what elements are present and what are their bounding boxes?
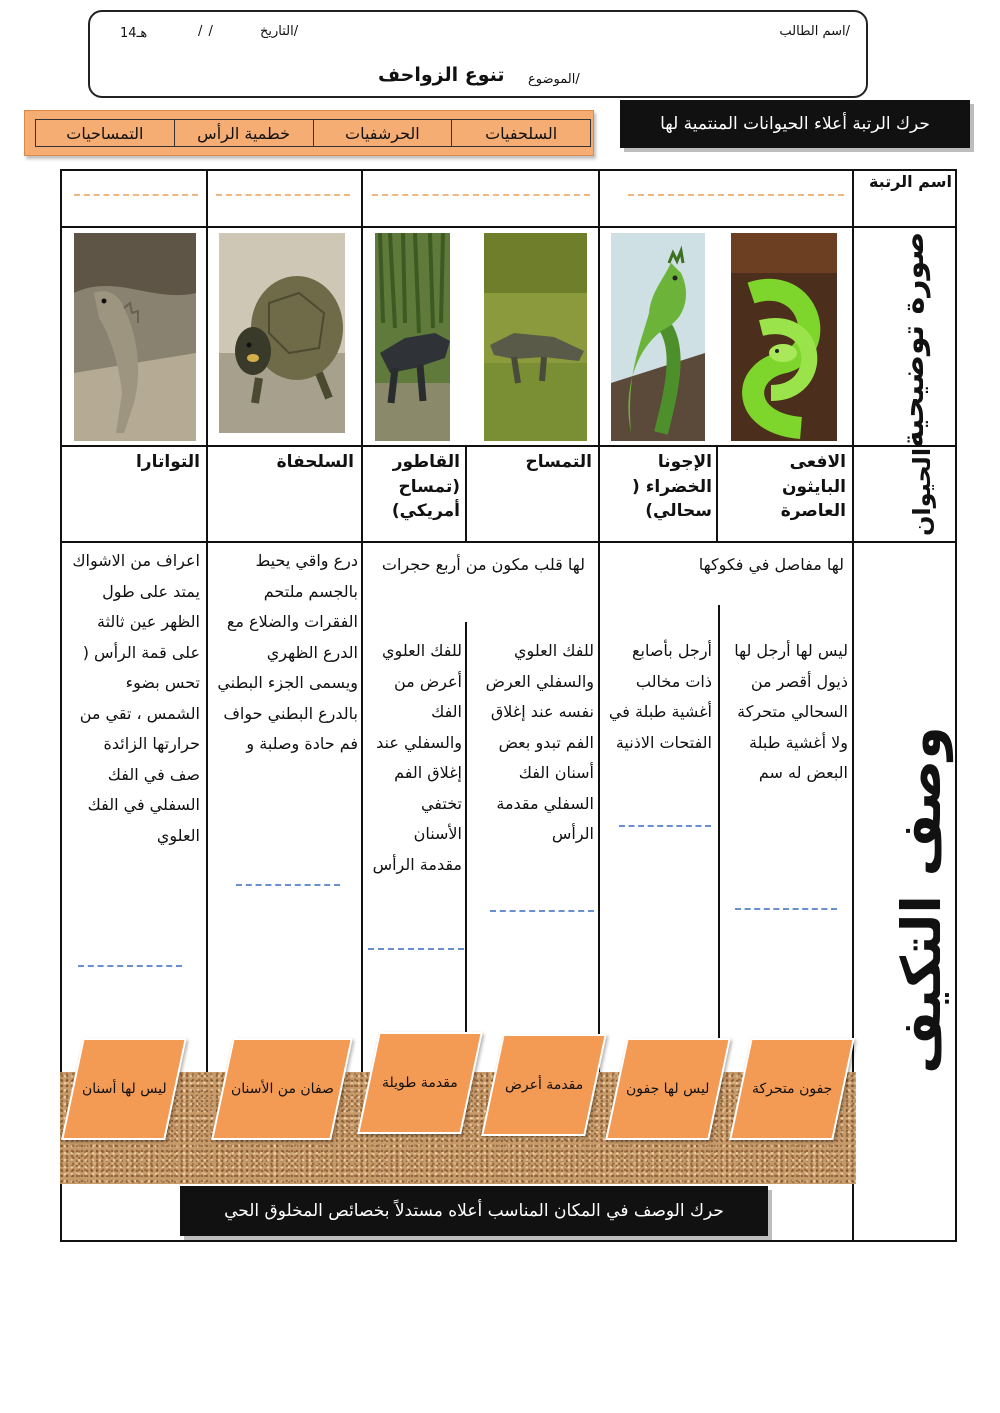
card-label: صفان من الأسنان bbox=[230, 1080, 334, 1097]
order-drop-slot[interactable] bbox=[74, 194, 198, 196]
card-no-teeth[interactable] bbox=[61, 1038, 187, 1140]
card-label: ليس لها أسنان bbox=[81, 1080, 167, 1097]
tuatara-photo bbox=[74, 233, 196, 441]
hijri-year: 14هـ bbox=[120, 26, 148, 41]
order-drop-slot[interactable] bbox=[372, 194, 590, 196]
alligator-photo bbox=[375, 233, 450, 441]
desc-drop-slot[interactable] bbox=[490, 910, 594, 912]
card-label: مقدمة طويلة bbox=[382, 1074, 458, 1091]
desc-iguana: أرجل بأصابع ذات مخالب أغشية طبلة في الفتحات الاذنية bbox=[608, 641, 712, 752]
table-divider bbox=[206, 541, 208, 1073]
desc-drop-slot[interactable] bbox=[619, 825, 711, 827]
table-divider bbox=[718, 605, 720, 1073]
order-chip-rhynchocephalia[interactable]: خطمية الرأس bbox=[174, 120, 313, 146]
desc-turtle: درع واقي يحيط بالجسم ملتحم الفقرات والضلاع مع الدرع الظهري ويسمى الجزء البطني بالدرع البطني حواف فم حادة وصلبة و bbox=[217, 551, 358, 753]
card-long-snout[interactable] bbox=[357, 1032, 483, 1134]
topic-label: الموضوع/ bbox=[528, 72, 580, 87]
animal-name-turtle: السلحفاة bbox=[276, 452, 354, 472]
table-divider bbox=[361, 169, 363, 541]
topic-title: تنوع الزواحف bbox=[378, 64, 505, 86]
crocodile-photo bbox=[484, 233, 587, 441]
card-label: مقدمة أعرض bbox=[504, 1076, 584, 1093]
student-name-label: اسم الطالب/ bbox=[779, 24, 850, 39]
animal-name-iguana: الإجونا الخضراء ( سحالي) bbox=[632, 452, 712, 522]
worksheet-header bbox=[88, 10, 868, 98]
row-label-description: وصف التكيف bbox=[890, 726, 953, 1074]
desc-alligator: للفك العلوي أعرض من الفك والسفلي عند إغلاق الفم تختفي الأسنان مقدمة الرأس bbox=[372, 641, 462, 874]
order-drop-slot[interactable] bbox=[628, 194, 844, 196]
order-chip-squamata[interactable]: الحرشفيات bbox=[313, 120, 452, 146]
table-row-line bbox=[60, 445, 957, 447]
table-divider bbox=[361, 541, 363, 1073]
table-divider bbox=[716, 445, 718, 541]
desc-tuatara: اعراف من الاشواك يمتد على طول الظهر عين ثالثة على قمة الرأس ( تحس بضوء الشمس ، تقي من حرارتها الزائدة صف في الفك السفلي في الفك العلوي bbox=[72, 551, 200, 845]
desc-drop-slot[interactable] bbox=[236, 884, 340, 886]
card-label: جفون متحركة bbox=[751, 1080, 833, 1097]
date-label: التاريخ/ bbox=[260, 24, 299, 39]
table-row-line bbox=[60, 226, 957, 228]
instruction-banner-top: حرك الرتبة أعلاء الحيوانات المنتمية لها bbox=[620, 100, 970, 148]
desc-shared-crocodilia: لها قلب مكون من أربع حجرات bbox=[381, 555, 585, 574]
row-label-order-name: اسم الرتبة bbox=[868, 172, 952, 191]
desc-drop-slot[interactable] bbox=[78, 965, 182, 967]
order-chip-crocodilia[interactable]: التمساحيات bbox=[66, 123, 144, 143]
desc-crocodile: للفك العلوي والسفلي العرض نفسه عند إغلاق الفم تبدو بعض أسنان الفك السفلي مقدمة الرأس bbox=[485, 641, 594, 843]
animal-name-crocodile: التمساح bbox=[525, 452, 592, 472]
order-drop-slot[interactable] bbox=[216, 194, 350, 196]
desc-shared-squamata: لها مفاصل في فكوكها bbox=[698, 555, 844, 574]
desc-drop-slot[interactable] bbox=[368, 948, 464, 950]
instruction-banner-bottom: حرك الوصف في المكان المناسب أعلاه مستدلاً بخصائص المخلوق الحي bbox=[180, 1186, 768, 1236]
desc-python: ليس لها أرجل لها ذيول أقصر من السحالي متحركة ولا أغشية طبلة البعض له سم bbox=[734, 641, 848, 782]
table-row-line bbox=[60, 541, 957, 543]
desc-drop-slot[interactable] bbox=[735, 908, 837, 910]
date-slashes: / / bbox=[198, 24, 214, 39]
card-movable-eyelids[interactable] bbox=[729, 1038, 855, 1140]
orders-bar bbox=[24, 110, 594, 156]
orders-row bbox=[35, 119, 591, 147]
table-divider bbox=[206, 169, 208, 541]
iguana-photo bbox=[611, 233, 705, 441]
table-divider bbox=[598, 169, 600, 541]
animal-name-alligator: القاطور (تمساح أمريكي) bbox=[391, 452, 460, 522]
turtle-photo bbox=[219, 233, 345, 433]
table-divider bbox=[598, 541, 600, 1073]
table-divider bbox=[465, 622, 467, 1072]
row-label-animal: الحيوان bbox=[908, 447, 936, 537]
card-no-eyelids[interactable] bbox=[605, 1038, 731, 1140]
order-chip-testudines[interactable]: السلحفيات bbox=[451, 120, 590, 146]
card-wider-snout[interactable] bbox=[481, 1034, 607, 1136]
table-divider bbox=[465, 445, 467, 541]
row-label-photo: صورة توضيحية bbox=[896, 231, 931, 449]
animal-name-python: الافعى البايثون العاصرة bbox=[780, 452, 846, 522]
card-label: ليس لها جفون bbox=[626, 1080, 710, 1097]
animal-name-tuatara: التواتارا bbox=[135, 452, 200, 472]
python-photo bbox=[731, 233, 837, 441]
card-two-rows-teeth[interactable] bbox=[211, 1038, 353, 1140]
